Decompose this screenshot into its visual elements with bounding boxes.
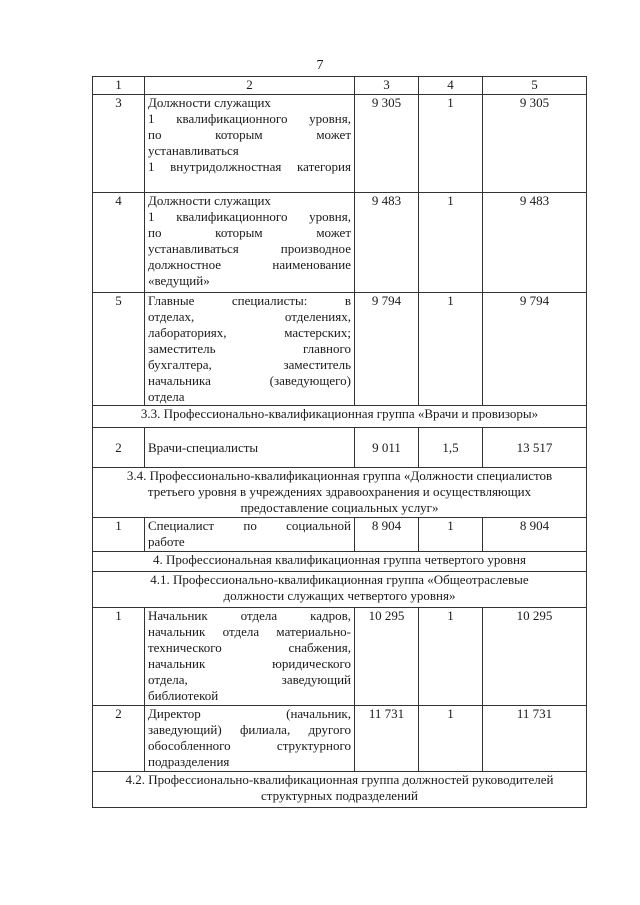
table-row xyxy=(93,706,587,772)
header-cell: 2 xyxy=(145,77,355,95)
salary-total: 9 305 xyxy=(483,95,587,193)
salary-table xyxy=(92,76,587,808)
section-heading: 4.2. Профессионально-квалификационная группа должностей руководителей структурных подразделений xyxy=(93,772,587,808)
coefficient: 1 xyxy=(419,193,483,293)
table-row xyxy=(93,95,587,193)
table-row xyxy=(93,608,587,706)
salary-total: 9 794 xyxy=(483,293,587,406)
base-salary: 9 794 xyxy=(355,293,419,406)
salary-total: 8 904 xyxy=(483,518,587,552)
coefficient: 1,5 xyxy=(419,428,483,468)
row-number: 5 xyxy=(93,293,145,406)
section-row xyxy=(93,572,587,608)
salary-total: 10 295 xyxy=(483,608,587,706)
position-description: Директор (начальник, заведующий) филиала, другого обособленного структурного подразделения xyxy=(145,706,355,772)
base-salary: 8 904 xyxy=(355,518,419,552)
section-row xyxy=(93,552,587,572)
row-number: 4 xyxy=(93,193,145,293)
coefficient: 1 xyxy=(419,293,483,406)
header-cell: 1 xyxy=(93,77,145,95)
coefficient: 1 xyxy=(419,608,483,706)
coefficient: 1 xyxy=(419,706,483,772)
section-heading: 4. Профессиональная квалификационная группа четвертого уровня xyxy=(93,552,587,572)
position-description: Врачи-специалисты xyxy=(145,428,355,468)
position-description: Специалист по социальной работе xyxy=(145,518,355,552)
coefficient: 1 xyxy=(419,518,483,552)
base-salary: 9 483 xyxy=(355,193,419,293)
salary-total: 11 731 xyxy=(483,706,587,772)
section-row xyxy=(93,772,587,808)
table-header-row xyxy=(93,77,587,95)
page-number: 7 xyxy=(316,58,324,73)
base-salary: 9 011 xyxy=(355,428,419,468)
row-number: 3 xyxy=(93,95,145,193)
section-heading: 3.3. Профессионально-квалификационная группа «Врачи и провизоры» xyxy=(93,406,587,428)
table-row xyxy=(93,428,587,468)
position-description: Должности служащих 1 квалификационного уровня, по которым может устанавливаться производное должностное наименование «ведущий» xyxy=(145,193,355,293)
row-number: 2 xyxy=(93,428,145,468)
table-row xyxy=(93,518,587,552)
position-description: Начальник отдела кадров, начальник отдела материально- технического снабжения, начальник юридического отдела, заведующий библиотекой xyxy=(145,608,355,706)
salary-total: 13 517 xyxy=(483,428,587,468)
position-description: Должности служащих 1 квалификационного уровня, по которым может устанавливаться 1 внутридолжностная категория xyxy=(145,95,355,193)
base-salary: 10 295 xyxy=(355,608,419,706)
base-salary: 9 305 xyxy=(355,95,419,193)
base-salary: 11 731 xyxy=(355,706,419,772)
header-cell: 3 xyxy=(355,77,419,95)
section-heading: 4.1. Профессионально-квалификационная группа «Общеотраслевые должности служащих четвертого уровня» xyxy=(93,572,587,608)
salary-total: 9 483 xyxy=(483,193,587,293)
row-number: 2 xyxy=(93,706,145,772)
row-number: 1 xyxy=(93,518,145,552)
section-row xyxy=(93,468,587,518)
header-cell: 4 xyxy=(419,77,483,95)
section-row xyxy=(93,406,587,428)
section-heading: 3.4. Профессионально-квалификационная группа «Должности специалистов третьего уровня в учреждениях здравоохранения и осуществляющих предоставление социальных услуг» xyxy=(93,468,587,518)
row-number: 1 xyxy=(93,608,145,706)
position-description: Главные специалисты: в отделах, отделениях, лабораториях, мастерских; заместитель главного бухгалтера, заместитель начальника (заведующего) отдела xyxy=(145,293,355,406)
table-row xyxy=(93,293,587,406)
header-cell: 5 xyxy=(483,77,587,95)
coefficient: 1 xyxy=(419,95,483,193)
table-row xyxy=(93,193,587,293)
